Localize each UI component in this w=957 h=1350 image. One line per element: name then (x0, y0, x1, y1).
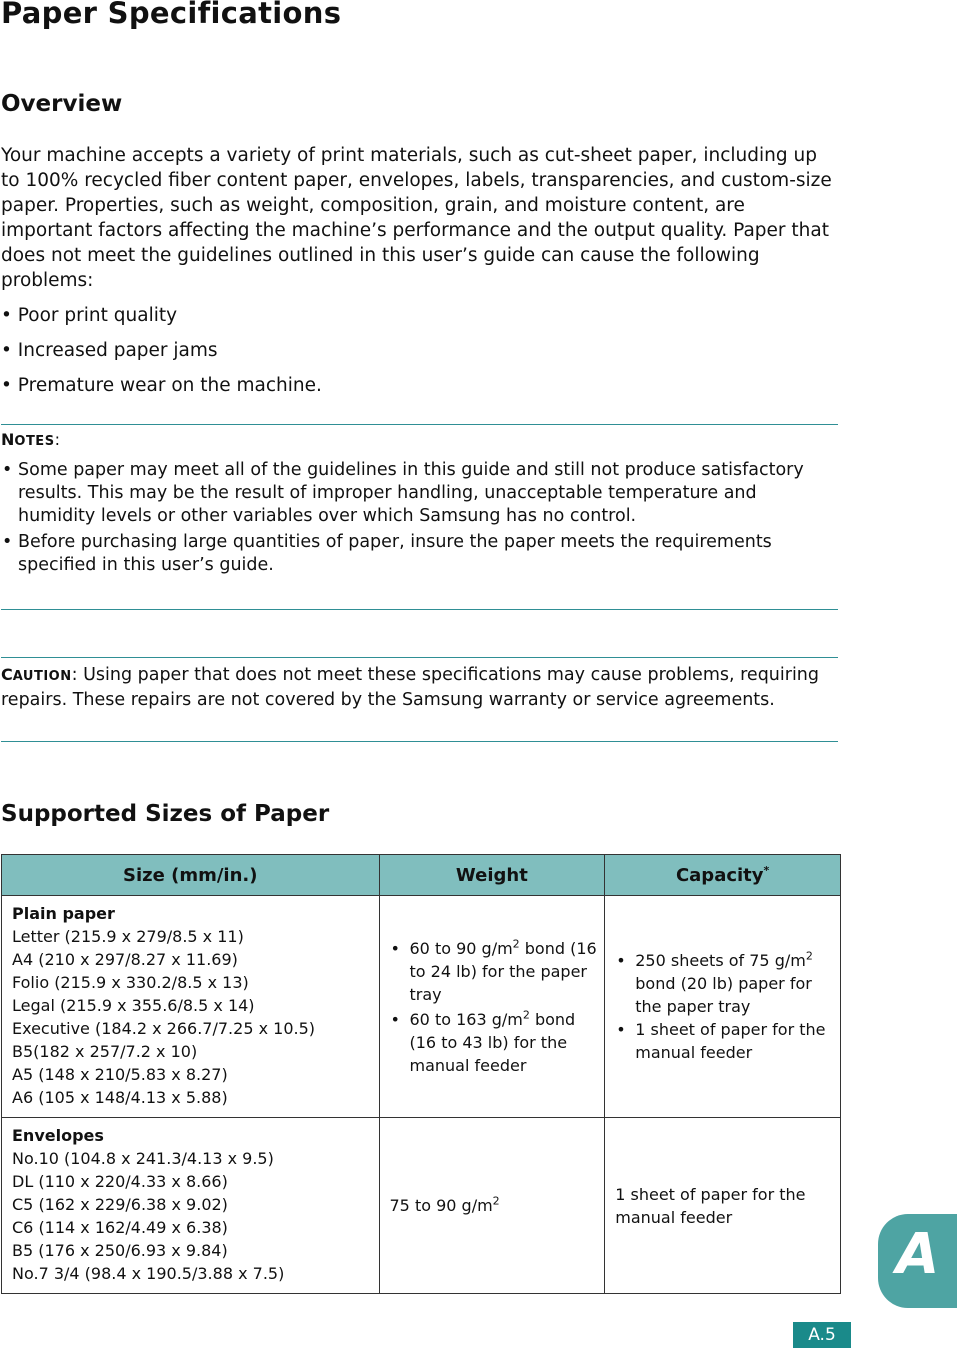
overview-text: Your machine accepts a variety of print materials, such as cut-sheet paper, including up to 100% recycled fiber content paper, envelopes, labels, transparencies, and custom-size paper. Properties, such as weight, composition, grain, and moisture content, are important factors affecting the machine’s performance and the output quality. Paper that does not meet the guidelines outlined in this user’s guide can cause the following problems: (1, 145, 832, 291)
capacity-column-header: Capacity* (605, 855, 841, 896)
size-item: B5(182 x 257/7.2 x 10) (12, 1042, 198, 1061)
size-item: No.10 (104.8 x 241.3/4.13 x 9.5) (12, 1149, 274, 1168)
notes-top-rule (1, 424, 838, 425)
weight-cell: 75 to 90 $g/m^2$ (379, 1118, 605, 1294)
size-cell (2, 1118, 380, 1294)
paper-type: Plain paper (12, 904, 115, 923)
size-cell (2, 896, 380, 1118)
problem-item: • Poor print quality (1, 305, 178, 326)
size-column-header: Size (mm/in.) (2, 855, 380, 896)
table-header-row (2, 855, 841, 896)
table-row (2, 896, 841, 1118)
size-item: C6 (114 x 162/4.49 x 6.38) (12, 1218, 228, 1237)
size-item: DL (110 x 220/4.33 x 8.66) (12, 1172, 228, 1191)
caution-top-rule (1, 657, 838, 658)
capacity-item: • 1 sheet of paper for the manual feeder (611, 1018, 836, 1064)
table-row (2, 1118, 841, 1294)
appendix-tab (878, 1214, 957, 1308)
size-item: C5 (162 x 229/6.38 x 9.02) (12, 1195, 228, 1214)
overview-heading: Overview (1, 91, 123, 117)
size-item: A6 (105 x 148/4.13 x 5.88) (12, 1088, 228, 1107)
size-item: B5 (176 x 250/6.93 x 9.84) (12, 1241, 228, 1260)
size-item: A4 (210 x 297/8.27 x 11.69) (12, 950, 238, 969)
weight-item: • 60 to 163 $g/m^2$ bond (16 to 43 lb) for the manual feeder (386, 1008, 601, 1077)
size-item: Executive (184.2 x 266.7/7.25 x 10.5) (12, 1019, 315, 1038)
capacity-cell (605, 896, 841, 1118)
capacity-item: • 250 sheets of 75 $g/m^2$ bond (20 lb) paper for the paper tray (611, 949, 836, 1018)
note-item: • Some paper may meet all of the guidelines in this guide and still not produce satisfactory results. This may be the result of improper handling, unacceptable temperature and humidity levels or other variables over which Samsung has no control. (1, 459, 836, 528)
weight-cell (379, 896, 605, 1118)
size-item: No.7 3/4 (98.4 x 190.5/3.88 x 7.5) (12, 1264, 285, 1283)
notes-list (1, 459, 836, 577)
supported-sizes-heading: Supported Sizes of Paper (1, 801, 330, 827)
paper-sizes-table (1, 854, 841, 1294)
weight-item: • 60 to 90 $g/m^2$ bond (16 to 24 lb) for the paper tray (386, 937, 601, 1006)
note-item: • Before purchasing large quantities of paper, insure the paper meets the requirements specified in this user’s guide. (1, 531, 836, 577)
page-number: A.5 (793, 1322, 851, 1348)
caution-text: CAUTION: Using paper that does not meet these specifications may cause problems, requiring repairs. These repairs are not covered by the Samsung warranty or service agreements. (1, 665, 820, 710)
capacity-cell: 1 sheet of paper for the manual feeder (605, 1118, 841, 1294)
appendix-letter: A (896, 1222, 940, 1287)
problem-item: • Premature wear on the machine. (1, 375, 322, 396)
notes-label: NOTES: (1, 430, 60, 449)
problem-item: • Increased paper jams (1, 340, 218, 361)
paper-type: Envelopes (12, 1126, 104, 1145)
notes-bottom-rule (1, 609, 838, 610)
weight-column-header: Weight (379, 855, 605, 896)
size-item: Letter (215.9 x 279/8.5 x 11) (12, 927, 244, 946)
page-title: Paper Specifications (1, 0, 342, 30)
size-item: Legal (215.9 x 355.6/8.5 x 14) (12, 996, 255, 1015)
size-item: A5 (148 x 210/5.83 x 8.27) (12, 1065, 228, 1084)
caution-bottom-rule (1, 741, 838, 742)
size-item: Folio (215.9 x 330.2/8.5 x 13) (12, 973, 249, 992)
